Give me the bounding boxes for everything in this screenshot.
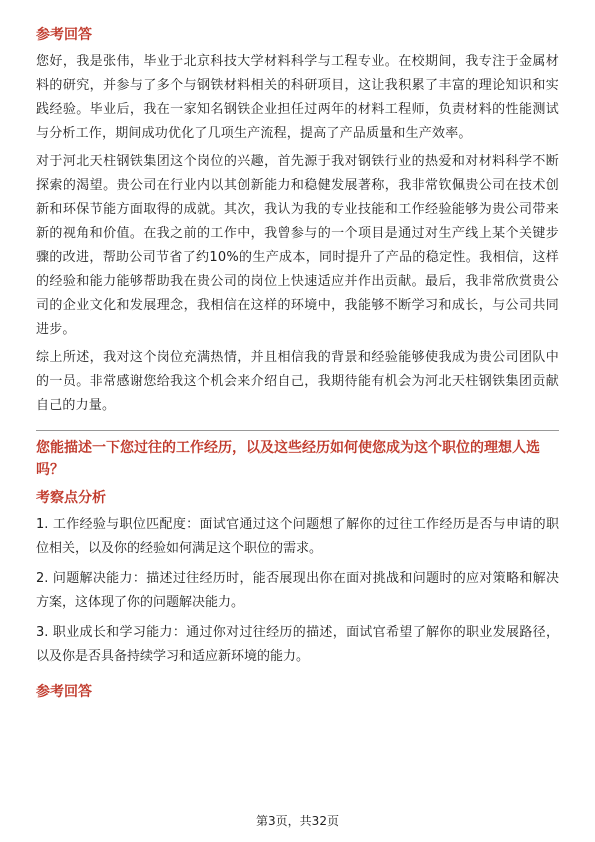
- section-divider: [36, 430, 559, 431]
- answer-paragraph-2: 对于河北天柱钢铁集团这个岗位的兴趣，首先源于我对钢铁行业的热爱和对材料科学不断探索的渴望。贵公司在行业内以其创新能力和稳健发展著称，我非常钦佩贵公司在技术创新和环保节能方面取得的成就。其次，我认为我的专业技能和工作经验能够为贵公司带来新的视角和价值。在我之前的工作中，我曾参与的一个项目是通过对生产线上某个关键步骤的改进，帮助公司节省了约10%的生产成本，同时提升了产品的稳定性。我相信，这样的经验和能力能够帮助我在贵公司的岗位上快速适应并作出贡献。最后，我非常欣赏贵公司的企业文化和发展理念，我相信在这样的环境中，我能够不断学习和成长，与公司共同进步。: [36, 154, 559, 337]
- page-number: 第3页，共32页: [256, 814, 339, 828]
- reference-answer-heading: 参考回答: [36, 27, 92, 43]
- answer-paragraph-1: 您好，我是张伟，毕业于北京科技大学材料科学与工程专业。在校期间，我专注于金属材料的研究，并参与了多个与钢铁材料相关的科研项目，这让我积累了丰富的理论知识和实践经验。毕业后，我在一家知名钢铁企业担任过两年的材料工程师，负责材料的性能测试与分析工作，期间成功优化了几项生产流程，提高了产品质量和生产效率。: [36, 54, 559, 141]
- interview-question: 您能描述一下您过往的工作经历，以及这些经历如何使您成为这个职位的理想人选吗？: [36, 440, 540, 478]
- analysis-item-2: 2. 问题解决能力：描述过往经历时，能否展现出你在面对挑战和问题时的应对策略和解决方案，这体现了你的问题解决能力。: [36, 571, 559, 610]
- analysis-heading: 考察点分析: [36, 490, 106, 506]
- analysis-item-3: 3. 职业成长和学习能力：通过你对过往经历的描述，面试官希望了解你的职业发展路径，以及你是否具备持续学习和适应新环境的能力。: [36, 625, 559, 664]
- page-content: [36, 24, 559, 707]
- analysis-item-1: 1. 工作经验与职位匹配度：面试官通过这个问题想了解你的过往工作经历是否与申请的职位相关，以及你的经验如何满足这个职位的需求。: [36, 517, 559, 556]
- reference-answer-heading-2: 参考回答: [36, 684, 92, 700]
- answer-paragraph-3: 综上所述，我对这个岗位充满热情，并且相信我的背景和经验能够使我成为贵公司团队中的一员。非常感谢您给我这个机会来介绍自己，我期待能有机会为河北天柱钢铁集团贡献自己的力量。: [36, 350, 559, 413]
